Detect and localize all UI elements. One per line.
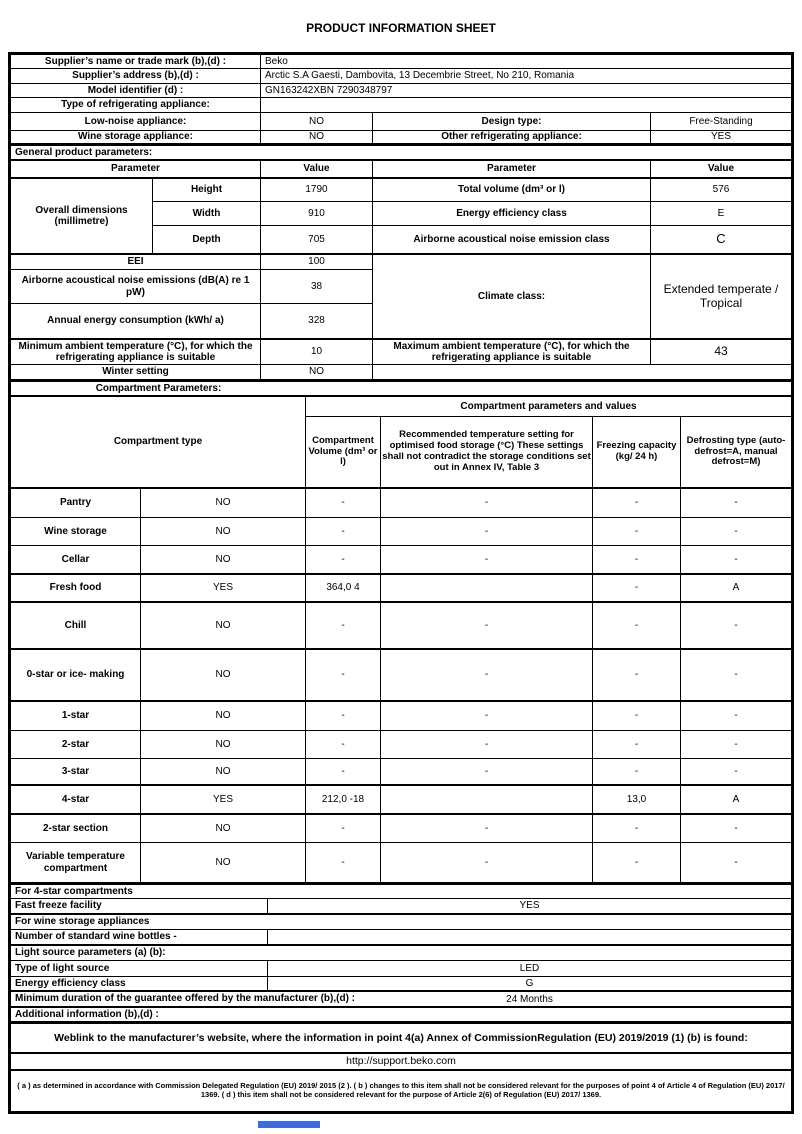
noise-class-value: C xyxy=(716,231,726,247)
guarantee-label: Minimum duration of the guarantee offered by the manufacturer (b),(d) : xyxy=(15,993,356,1005)
compartment-temp: - xyxy=(381,546,593,573)
general-col-value-left: Value xyxy=(261,161,373,177)
annual-energy-label: Annual energy consumption (kWh/ a) xyxy=(11,304,261,338)
compartment-row-0-star xyxy=(11,650,791,702)
compartment-volume: 364,0 4 xyxy=(306,575,381,601)
wine-section-label: For wine storage appliances xyxy=(15,916,150,928)
eei-label: EEI xyxy=(11,255,261,269)
compartment-freezing: - xyxy=(593,546,681,573)
compartment-section-label: Compartment Parameters: xyxy=(95,382,222,394)
compartment-defrost: - xyxy=(734,619,738,631)
compartment-type: Pantry xyxy=(11,489,141,517)
max-ambient-temp-label: Maximum ambient temperature (°C), for which the refrigerating appliance is suitable xyxy=(373,340,651,364)
compartment-volume: 212,0 -18 xyxy=(306,786,381,813)
additional-info-label: Additional information (b),(d) : xyxy=(15,1008,159,1020)
compartment-present: NO xyxy=(141,650,306,700)
compartment-freezing: - xyxy=(593,702,681,730)
compartment-row-4-star xyxy=(11,786,791,815)
compartment-defrost: - xyxy=(734,525,738,537)
compartment-row-cellar xyxy=(11,546,791,575)
compartment-freezing: - xyxy=(593,731,681,758)
compartment-present: YES xyxy=(141,575,306,601)
fast-freeze-row xyxy=(11,899,791,915)
design-type-label: Design type: xyxy=(373,113,651,130)
compartment-present: YES xyxy=(141,786,306,813)
compartment-defrost: - xyxy=(734,738,738,750)
footnote-row xyxy=(11,1071,791,1111)
compartment-freezing: - xyxy=(593,518,681,545)
freezing-capacity-header: Freezing capacity (kg/ 24 h) xyxy=(593,417,681,487)
compartment-freezing: - xyxy=(593,759,681,784)
total-volume-label: Total volume (dm³ or l) xyxy=(373,179,651,201)
compartment-defrost: - xyxy=(734,710,738,722)
compartment-temp: - xyxy=(381,731,593,758)
compartment-volume: - xyxy=(306,702,381,730)
compartment-present: NO xyxy=(141,546,306,573)
compartment-row-2-star xyxy=(11,731,791,759)
four-star-section-label: For 4-star compartments xyxy=(15,885,133,897)
compartment-defrost: A xyxy=(732,793,740,805)
compartment-temp-header: Recommended temperature setting for optimised food storage (°C) These settings shall not contradict the storage conditions set out in Annex IV, Table 3 xyxy=(381,417,593,487)
supplier-address-row xyxy=(11,69,791,84)
compartment-freezing: - xyxy=(593,489,681,517)
general-col-parameter-right: Parameter xyxy=(373,161,651,177)
other-appliance-value: YES xyxy=(710,131,731,143)
compartment-freezing: - xyxy=(593,575,681,601)
compartment-row-fresh-food xyxy=(11,575,791,603)
eei-value: 100 xyxy=(261,255,373,269)
compartment-volume: - xyxy=(306,759,381,784)
general-col-value-right: Value xyxy=(707,163,735,175)
appliance-type-row xyxy=(11,98,791,113)
compartment-volume-header: Compartment Volume (dm³ or l) xyxy=(306,417,381,487)
compartment-temp xyxy=(381,786,593,813)
defrosting-type-header: Defrosting type (auto-defrost=A, manual defrost=M) xyxy=(686,434,786,468)
climate-class-value: Extended temperate / Tropical xyxy=(663,281,779,310)
depth-value: 705 xyxy=(261,226,373,253)
wine-bottles-value xyxy=(268,930,791,944)
compartment-row-3-star xyxy=(11,759,791,786)
model-identifier-label: Model identifier (d) : xyxy=(11,84,261,97)
height-value: 1790 xyxy=(261,179,373,201)
guarantee-value: 24 Months xyxy=(506,993,553,1005)
compartment-freezing: - xyxy=(593,603,681,648)
supplier-name-value: Beko xyxy=(265,55,288,67)
compartment-defrost: - xyxy=(734,822,738,834)
compartment-type: Chill xyxy=(11,603,141,648)
low-noise-row xyxy=(11,113,791,131)
compartment-defrost: - xyxy=(734,497,738,509)
footnote-text: ( a ) as determined in accordance with Commission Delegated Regulation (EU) 2019/ 2015 (2 ). ( b ) changes to this item shall not be considered relevant for the purposes of point 4 of Article 4 of Regulation (EU) 2017/ 1369. ( d ) this item shall not be considered relevant for the purpose of Article 2(6) of Regulation (EU) 2017/ 1369. xyxy=(17,1081,785,1099)
compartment-header-group xyxy=(11,397,791,489)
climate-class-label: Climate class: xyxy=(373,255,651,338)
annual-energy-value: 328 xyxy=(261,304,373,338)
compartment-freezing: 13,0 xyxy=(593,786,681,813)
compartment-row-chill xyxy=(11,603,791,650)
compartment-type: 2-star section xyxy=(11,815,141,842)
depth-label: Depth xyxy=(153,226,261,253)
compartment-present: NO xyxy=(141,843,306,882)
compartment-defrost: - xyxy=(734,856,738,868)
weblink-row xyxy=(11,1024,791,1054)
compartment-defrost: A xyxy=(732,582,740,594)
compartment-row-pantry xyxy=(11,489,791,518)
compartment-temp: - xyxy=(381,650,593,700)
wine-storage-appliance-row xyxy=(11,131,791,146)
width-label: Width xyxy=(153,202,261,225)
supplier-address-label: Supplier’s address (b),(d) : xyxy=(11,69,261,83)
compartment-volume: - xyxy=(306,546,381,573)
compartment-volume: - xyxy=(306,815,381,842)
general-section-label: General product parameters: xyxy=(15,146,153,158)
bottom-blue-mark xyxy=(258,1121,320,1128)
compartment-row-2-star-section xyxy=(11,815,791,843)
min-ambient-temp-label: Minimum ambient temperature (°C), for which the refrigerating appliance is suitable xyxy=(11,340,261,364)
compartment-volume: - xyxy=(306,731,381,758)
other-appliance-label: Other refrigerating appliance: xyxy=(373,131,651,143)
winter-setting-row xyxy=(11,365,791,382)
noise-emissions-value: 38 xyxy=(261,270,373,303)
height-label: Height xyxy=(153,179,261,201)
compartment-present: NO xyxy=(141,489,306,517)
weblink-url: http://support.beko.com xyxy=(346,1055,456,1068)
low-noise-label: Low-noise appliance: xyxy=(11,113,261,130)
light-section-row xyxy=(11,946,791,961)
compartment-temp: - xyxy=(381,603,593,648)
compartment-temp: - xyxy=(381,759,593,784)
compartment-type: Wine storage xyxy=(11,518,141,545)
compartment-values-header: Compartment parameters and values xyxy=(460,400,637,412)
dimensions-group xyxy=(11,179,791,255)
ambient-temp-row xyxy=(11,340,791,365)
compartment-temp: - xyxy=(381,489,593,517)
appliance-type-value xyxy=(261,98,791,112)
noise-emissions-label: Airborne acoustical noise emissions (dB(A) re 1 pW) xyxy=(11,270,261,303)
four-star-section-row xyxy=(11,885,791,899)
light-type-row xyxy=(11,961,791,977)
supplier-name-row xyxy=(11,55,791,69)
compartment-row-1-star xyxy=(11,702,791,731)
compartment-present: NO xyxy=(141,759,306,784)
weblink-url-row xyxy=(11,1054,791,1071)
compartment-temp: - xyxy=(381,815,593,842)
light-section-label: Light source parameters (a) (b): xyxy=(15,947,166,959)
min-ambient-temp-value: 10 xyxy=(261,340,373,364)
width-value: 910 xyxy=(261,202,373,225)
compartment-row-variable-temp xyxy=(11,843,791,885)
light-class-row xyxy=(11,977,791,992)
compartment-volume: - xyxy=(306,843,381,882)
compartment-freezing: - xyxy=(593,650,681,700)
compartment-volume: - xyxy=(306,603,381,648)
light-class-label: Energy efficiency class xyxy=(11,977,268,990)
max-ambient-temp-value: 43 xyxy=(714,344,728,359)
compartment-temp: - xyxy=(381,843,593,882)
supplier-address-value: Arctic S.A Gaesti, Dambovita, 13 Decembrie Street, No 210, Romania xyxy=(265,70,575,82)
eei-climate-group xyxy=(11,255,791,340)
model-identifier-value: GN163242XBN 7290348797 xyxy=(265,84,393,96)
overall-dimensions-label: Overall dimensions (millimetre) xyxy=(11,179,153,253)
low-noise-value: NO xyxy=(261,113,373,130)
compartment-present: NO xyxy=(141,603,306,648)
compartment-present: NO xyxy=(141,815,306,842)
light-type-label: Type of light source xyxy=(11,961,268,976)
compartment-freezing: - xyxy=(593,815,681,842)
compartment-type: 2-star xyxy=(11,731,141,758)
appliance-type-label: Type of refrigerating appliance: xyxy=(11,98,261,112)
compartment-temp: - xyxy=(381,518,593,545)
compartment-present: NO xyxy=(141,702,306,730)
compartment-defrost: - xyxy=(734,765,738,777)
wine-bottles-label: Number of standard wine bottles - xyxy=(11,930,268,944)
guarantee-row xyxy=(11,992,791,1008)
wine-section-row xyxy=(11,915,791,930)
compartment-type: 3-star xyxy=(11,759,141,784)
compartment-type: 4-star xyxy=(11,786,141,813)
compartment-type: 1-star xyxy=(11,702,141,730)
wine-storage-appliance-value: NO xyxy=(261,131,373,143)
compartment-defrost: - xyxy=(734,553,738,565)
compartment-type: Variable temperature compartment xyxy=(11,843,141,882)
winter-setting-empty xyxy=(373,365,791,379)
compartment-type: 0-star or ice- making xyxy=(11,650,141,700)
compartment-type: Fresh food xyxy=(11,575,141,601)
general-col-parameter-left: Parameter xyxy=(11,161,261,177)
general-header-row xyxy=(11,161,791,179)
energy-class-label: Energy efficiency class xyxy=(373,202,651,225)
light-class-value: G xyxy=(525,977,534,989)
compartment-present: NO xyxy=(141,731,306,758)
compartment-volume: - xyxy=(306,489,381,517)
noise-class-label: Airborne acoustical noise emission class xyxy=(373,226,651,253)
compartment-volume: - xyxy=(306,518,381,545)
winter-setting-value: NO xyxy=(261,365,373,379)
compartment-section-row xyxy=(11,382,791,397)
additional-info-row xyxy=(11,1008,791,1024)
total-volume-value: 576 xyxy=(712,184,730,196)
compartment-temp xyxy=(381,575,593,601)
energy-class-value: E xyxy=(717,207,725,219)
general-section-row xyxy=(11,146,791,161)
design-type-value: Free-Standing xyxy=(689,115,753,127)
info-table xyxy=(8,52,794,1114)
compartment-row-wine-storage xyxy=(11,518,791,546)
model-identifier-row xyxy=(11,84,791,98)
compartment-type-header: Compartment type xyxy=(11,397,306,487)
compartment-type: Cellar xyxy=(11,546,141,573)
compartment-present: NO xyxy=(141,518,306,545)
wine-bottles-row xyxy=(11,930,791,946)
weblink-label: Weblink to the manufacturer’s website, where the information in point 4(a) Annex of CommissionRegulation (EU) 2019/2019 (1) (b) is found: xyxy=(54,1031,748,1044)
winter-setting-label: Winter setting xyxy=(11,365,261,379)
fast-freeze-label: Fast freeze facility xyxy=(11,899,268,913)
compartment-volume: - xyxy=(306,650,381,700)
light-type-value: LED xyxy=(519,962,540,974)
supplier-name-label: Supplier’s name or trade mark (b),(d) : xyxy=(11,55,261,68)
compartment-temp: - xyxy=(381,702,593,730)
fast-freeze-value: YES xyxy=(519,900,540,912)
page-title: PRODUCT INFORMATION SHEET xyxy=(306,21,496,35)
compartment-defrost: - xyxy=(734,669,738,681)
wine-storage-appliance-label: Wine storage appliance: xyxy=(11,131,261,143)
compartment-freezing: - xyxy=(593,843,681,882)
